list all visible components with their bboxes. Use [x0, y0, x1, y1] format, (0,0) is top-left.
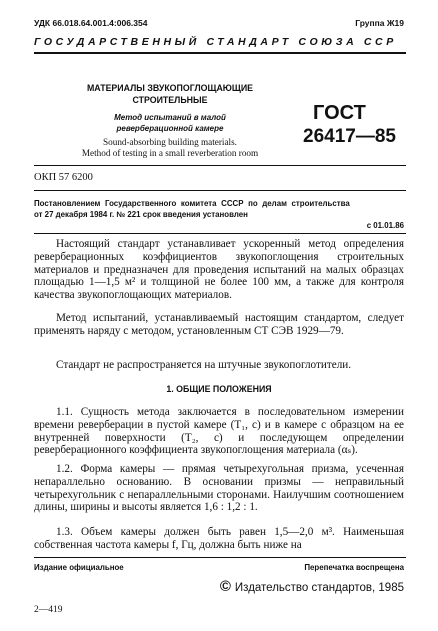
title-line-2: СТРОИТЕЛЬНЫЕ — [132, 95, 208, 105]
intro-paragraph-1: Настоящий стандарт устанавливает ускоренный метод определения реверберационных коэффициентов звукопоглощения строительных материалов и предназначен для проведения испытаний на малых образцах площадью 1—1,5 м² и толщиной не более 100 мм, а также для контроля качества звукопоглощающих материалов. — [34, 238, 404, 302]
decree-line-2: от 27 декабря 1984 г. № 221 срок введения установлен — [34, 210, 248, 219]
footer-rule — [34, 557, 406, 558]
effective-date: с 01.01.86 — [366, 221, 404, 230]
reprint-notice: Перепечатка воспрещена — [304, 563, 404, 572]
page-code: 2—419 — [34, 605, 63, 615]
method-ru-line-2: реверберационной камере — [116, 124, 224, 133]
clause-1-1: 1.1. Сущность метода заключается в последовательном измерении времени реверберации в пустой камере (T₁, c) и в камере с образцом на ее внутренней поверхности (T₂, c) и последующем определении реверберационного коэффициента звукопоглощения материала (αₛ). — [34, 406, 404, 457]
copyright-icon: © — [219, 578, 231, 595]
gost-label: ГОСТ — [313, 102, 366, 124]
clause-1-2: 1.2. Форма камеры — прямая четырехугольная призма, усеченная непараллельно основанию. В основании призмы — неправильный четырехугольник с непараллельными сторонами. Наилучшим соотношением длины, ширины и высоты является 1,6 : 1,2 : 1. — [34, 463, 404, 514]
intro-paragraph-3: Стандарт не распространяется на штучные звукопоглотители. — [56, 359, 352, 371]
decree-line-1: Постановлением Государственного комитета СССР по делам строительства — [34, 199, 350, 208]
gost-number: 26417—85 — [303, 126, 396, 147]
okp-code: ОКП 57 6200 — [34, 172, 93, 183]
method-ru-line-1: Метод испытаний в малой — [114, 113, 226, 122]
banner-rule — [34, 52, 406, 54]
method-en-line-1: Sound-absorbing building materials. — [103, 137, 237, 147]
intro-paragraph-2: Метод испытаний, устанавливаемый настоящим стандартом, следует применять наряду с методом, установленным СТ СЭВ 1929—79. — [34, 312, 404, 337]
standard-banner: ГОСУДАРСТВЕННЫЙ СТАНДАРТ СОЮЗА ССР — [34, 36, 397, 48]
publisher: Издательство стандартов, 1985 — [234, 582, 404, 594]
decree-rule — [34, 233, 406, 234]
copyright-line — [220, 578, 404, 595]
title-rule — [34, 165, 406, 166]
official-edition: Издание официальное — [34, 563, 124, 572]
title-line-1: МАТЕРИАЛЫ ЗВУКОПОГЛОЩАЮЩИЕ — [86, 83, 254, 93]
okp-rule — [34, 190, 406, 191]
method-en-line-2: Method of testing in a small reverberation room — [81, 148, 259, 158]
group-code: Группа Ж19 — [355, 18, 404, 28]
section-1-heading: 1. ОБЩИЕ ПОЛОЖЕНИЯ — [166, 384, 272, 394]
udk-code: УДК 66.018.64.001.4:006.354 — [34, 18, 148, 28]
clause-1-3: 1.3. Объем камеры должен быть равен 1,5—2,0 м³. Наименьшая собственная частота камеры f, Гц, должна быть ниже на — [34, 526, 404, 551]
